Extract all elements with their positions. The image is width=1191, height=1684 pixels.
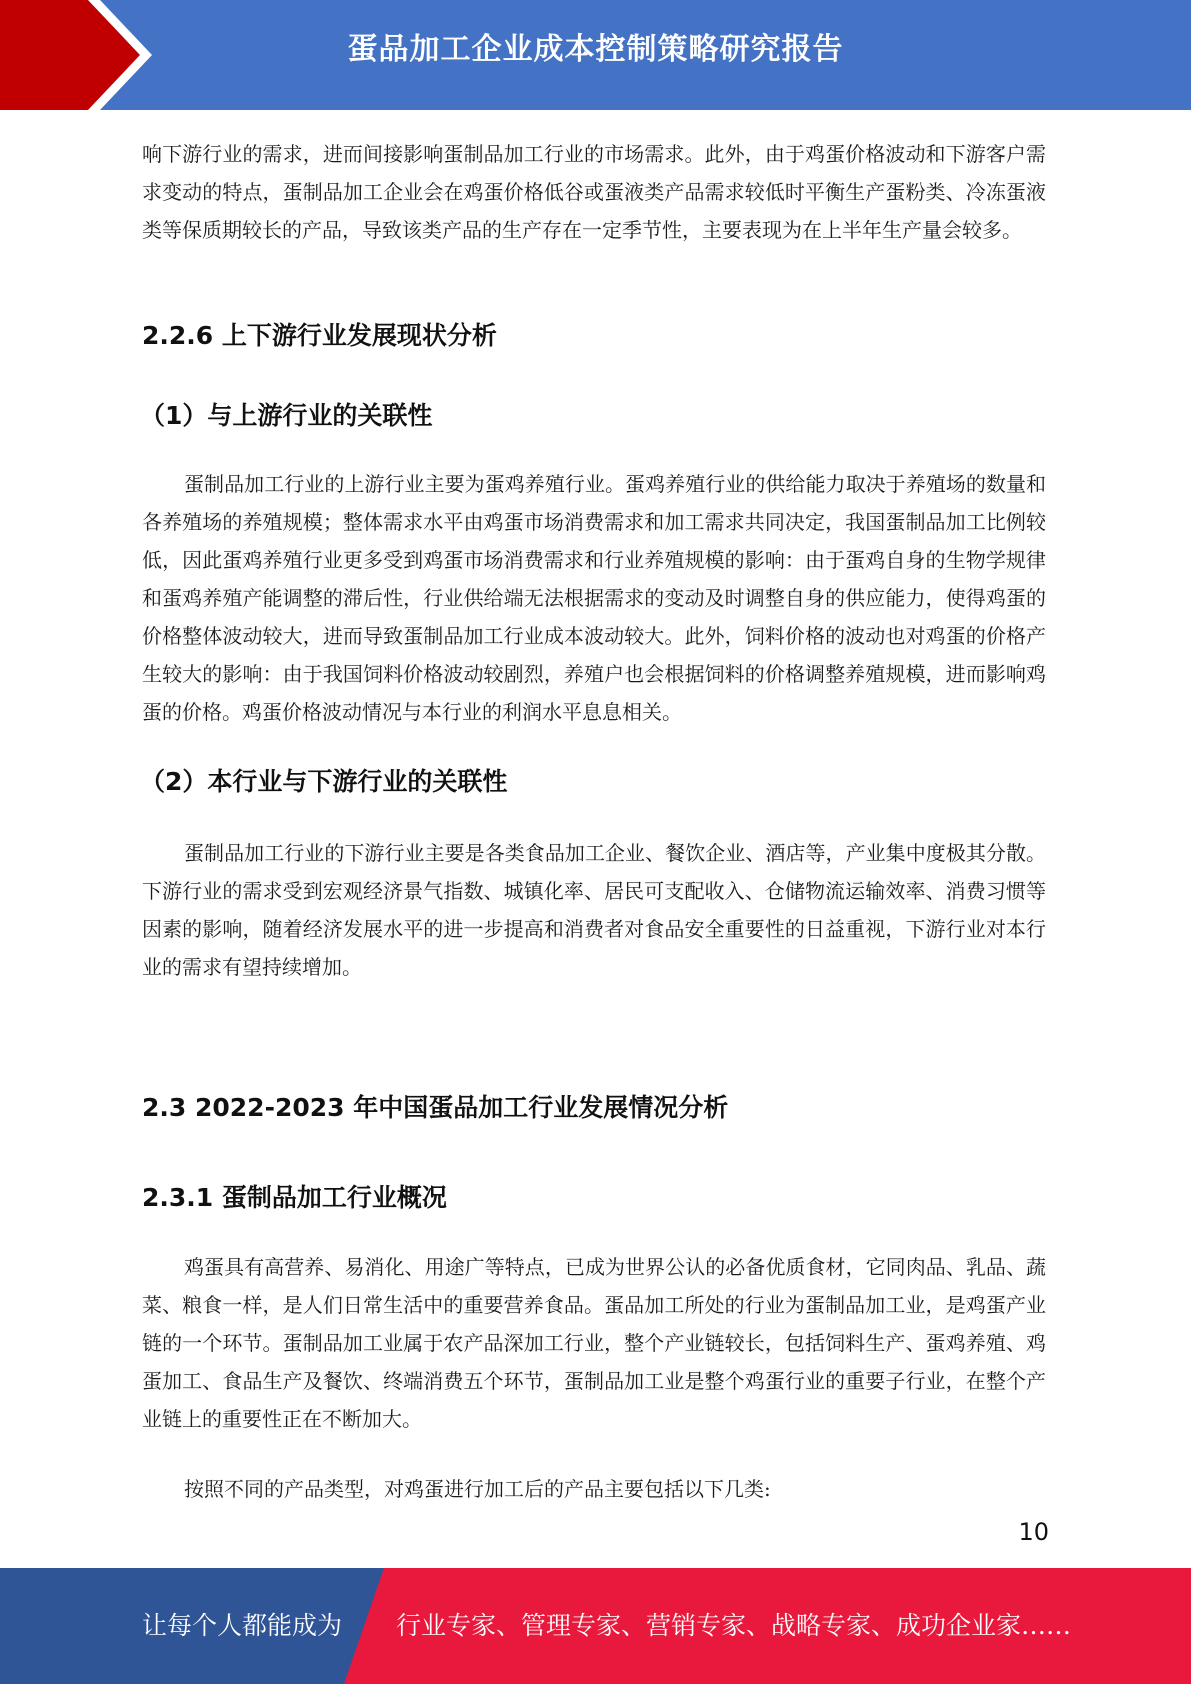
page-number: 10 [1018,1518,1049,1546]
section-heading-2-2-6: 2.2.6 上下游行业发展现状分析 [142,321,497,350]
downstream-paragraph: 蛋制品加工行业的下游行业主要是各类食品加工企业、餐饮企业、酒店等，产业集中度极其分散。下游行业的需求受到宏观经济景气指数、城镇化率、居民可支配收入、仓储物流运输效率、消费习惯等因素的影响，随着经济发展水平的进一步提高和消费者对食品安全重要性的日益重视，下游行业对本行业的需求有望持续增加。 [142,841,1046,979]
section-heading-2-3-1: 2.3.1 蛋制品加工行业概况 [142,1183,447,1212]
page-footer [0,1568,1191,1684]
report-title: 蛋品加工企业成本控制策略研究报告 [347,32,844,67]
sub-heading-upstream: （1）与上游行业的关联性 [140,401,433,430]
section-heading-2-3: 2.3 2022-2023 年中国蛋品加工行业发展情况分析 [142,1093,729,1122]
footer-slogan-left: 让每个人都能成为 [142,1611,343,1640]
overview-paragraph: 鸡蛋具有高营养、易消化、用途广等特点，已成为世界公认的必备优质食材，它同肉品、乳品、蔬菜、粮食一样，是人们日常生活中的重要营养食品。蛋品加工所处的行业为蛋制品加工业，是鸡蛋产业链的一个环节。蛋制品加工业属于农产品深加工行业，整个产业链较长，包括饲料生产、蛋鸡养殖、鸡蛋加工、食品生产及餐饮、终端消费五个环节，蛋制品加工业是整个鸡蛋行业的重要子行业，在整个产业链上的重要性正在不断加大。 [142,1255,1046,1431]
product-types-paragraph: 按照不同的产品类型，对鸡蛋进行加工后的产品主要包括以下几类: [184,1477,771,1501]
sub-heading-downstream: （2）本行业与下游行业的关联性 [140,767,508,796]
footer-slogan-right: 行业专家、管理专家、营销专家、战略专家、成功企业家…… [396,1611,1072,1640]
upstream-paragraph: 蛋制品加工行业的上游行业主要为蛋鸡养殖行业。蛋鸡养殖行业的供给能力取决于养殖场的数量和各养殖场的养殖规模；整体需求水平由鸡蛋市场消费需求和加工需求共同决定，我国蛋制品加工比例较低，因此蛋鸡养殖行业更多受到鸡蛋市场消费需求和行业养殖规模的影响：由于蛋鸡自身的生物学规律和蛋鸡养殖产能调整的滞后性，行业供给端无法根据需求的变动及时调整自身的供应能力，使得鸡蛋的价格整体波动较大，进而导致蛋制品加工行业成本波动较大。此外，饲料价格的波动也对鸡蛋的价格产生较大的影响：由于我国饲料价格波动较剧烈，养殖户也会根据饲料的价格调整养殖规模，进而影响鸡蛋的价格。鸡蛋价格波动情况与本行业的利润水平息息相关。 [142,472,1046,724]
page-header [0,0,1191,110]
intro-paragraph: 响下游行业的需求，进而间接影响蛋制品加工行业的市场需求。此外，由于鸡蛋价格波动和下游客户需求变动的特点，蛋制品加工企业会在鸡蛋价格低谷或蛋液类产品需求较低时平衡生产蛋粉类、冷冻蛋液类等保质期较长的产品，导致该类产品的生产存在一定季节性，主要表现为在上半年生产量会较多。 [142,142,1046,242]
